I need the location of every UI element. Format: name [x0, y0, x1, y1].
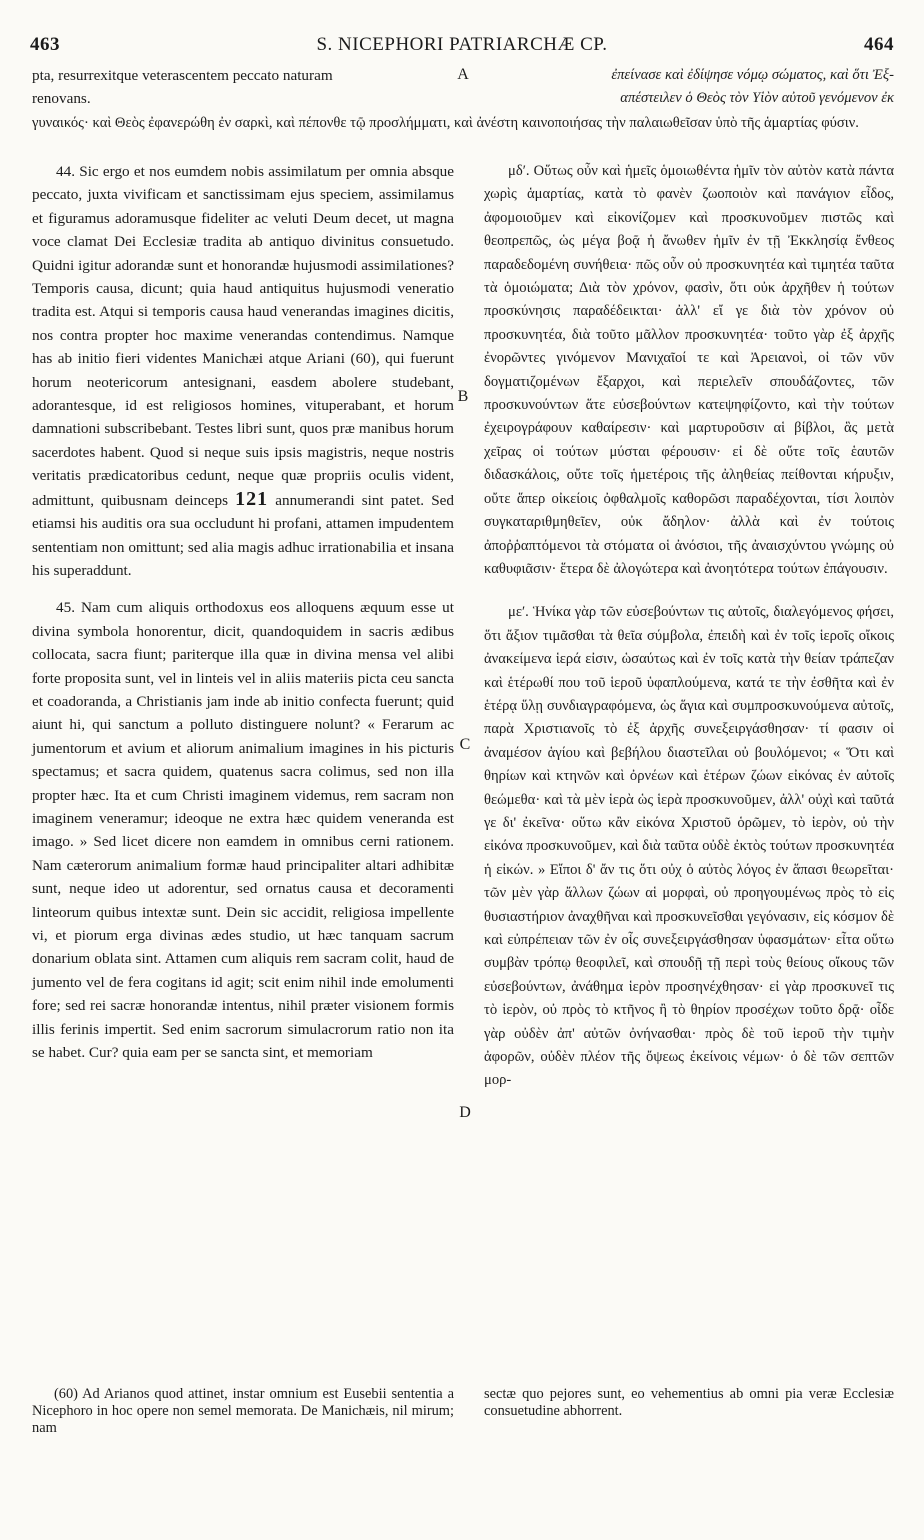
greek-full-width-line: γυναικός· καὶ Θεὸς ἐφανερώθη ἐν σαρκὶ, καὶ πέπονθε τῷ προσλήμματι, καὶ ἀνέστη καινοποιήσας τὴν παλαιωθεῖσαν ὑπὸ τῆς ἁμαρτίας φύσιν.	[32, 115, 859, 131]
page-number-right: 464	[864, 34, 894, 55]
latin-column	[32, 160, 454, 1064]
greek-top-1: ἐπείνασε καὶ ἐδίψησε νόμῳ σώματος, καὶ ὅτι Ἐξ-	[611, 67, 894, 83]
greek-top-2: απέστειλεν ὁ Θεὸς τὸν Υἱὸν αὐτοῦ γενόμενον ἐκ	[620, 90, 894, 106]
latin-44-text-cont: annumerandi sint patet. Sed etiamsi his auditis ora sua occludunt hi profani, attamen impudentem sententiam non omittunt; sed alia magis adhuc irrationabilia et insana his superaddunt.	[32, 491, 454, 579]
greek-paragraph-44: μδʹ. Οὕτως οὖν καὶ ἡμεῖς ὁμοιωθέντα ἡμῖν τὸν αὐτὸν κατὰ πάντα χωρὶς ἁμαρτίας, κατὰ τὸ φανὲν ζωοποιὸν καὶ πανάγιον εἶδος, ἀφομοιοῦμεν καὶ εἰκονίζομεν καὶ προσκυνοῦμεν πιστῶς καὶ θεοπρεπῶς, ὡς μέγα βοᾷ ἡ ἄνωθεν ἡμῖν ἐν τῇ Ἐκκλησίᾳ ἔνθεος παραδεδομένη συνήθεια· πῶς οὖν οὐ προσκυνητέα καὶ τιμητέα ταῦτα τὰ ὁμοιώματα; Διὰ τὸν χρόνον, φασὶν, ὅτι οὐκ ἀρχῆθεν ἡ τούτων προσκύνησις παραδέδεικται· ἀλλ' εἴ γε διὰ τὸν χρόνον οὐ προσκυνητέα, διὰ τοῦτο μᾶλλον προσκυνητέα· τοῦτο γὰρ ἐξ ἀρχῆς ἐνορῶντες γινόμενον Μανιχαῖοί τε καὶ Ἀρειανοὶ, οἱ τῶν νῦν δογματιζομένων ἔξαρχοι, καὶ περιελεῖν σπουδάζοντες, τῶν προσκυνούντων ἅτε εὐσεβούντων κατεψηφίζοντο, καὶ τὴν τούτων ἐχειρογράφουν καθαίρεσιν· καὶ μαρτυροῦσιν αἱ βίβλοι, ἃς μετὰ χεῖρας οἱ τούτων μύσται φέρουσιν· εἰ δὲ οὔτε τοῖς ἑαυτῶν διδασκάλοις, οὔτε τοῖς ἡμετέροις τῆς ἀληθείας πείθονται κήρυξιν, οὔτε ἅπερ οἰκείοις ὀφθαλμοῖς καθορῶσι παραδέχονται, τίσι λοιπὸν συγκαταριθμηθεῖεν, οὐκ ἄδηλον· ἀλλὰ καὶ ἐν τούτοις ἀποῤῥαπτόμενοι τὰ στόματα οἱ ἀνόσιοι, τῆς ἀναισχύντου γνώμης οὐ καθυφιᾶσιν· ἕτερα δὲ ἀλογώτερα καὶ ἀνοητότερα τούτων ἐπάγουσιν.	[484, 163, 894, 577]
running-title: S. NICEPHORI PATRIARCHÆ CP.	[316, 34, 608, 55]
latin-paragraph-44	[32, 160, 454, 582]
greek-column	[484, 160, 894, 1093]
footnote-right: sectæ quo pejores sunt, eo vehementius ab omni pia veræ Ecclesiæ consuetudine abhorrent.	[484, 1386, 894, 1419]
margin-marker-d: D	[459, 1104, 471, 1121]
latin-44-text: 44. Sic ergo et nos eumdem nobis assimilatum per omnia absque peccato, juxta vivificam et sanctissimam ejus speciem, assimilamus et figuramus adoramusque fideliter ac veluti Deum decet, ut magna voce clamat Dei Ecclesiæ tradita ab antiquo divinitus consuetudo. Quidni igitur adorandæ sunt et honorandæ hujusmodi assimilationes? Temporis causa, dicunt; quia haud antiquitus hujusmodi veneratio tradita est. Atqui si temporis causa haud venerandas imagines dicitis, nos contra propter hoc maxime venerandas contendimus. Namque has ab initio fieri videntes Manichæi atque Ariani (60), qui fuerunt horum neotericorum antesignani, easdem abolere studebant, adorantesque, id est religiosos homines, vituperabant, et horum damnationi subscribebant. Testes libri sunt, quos præ manibus horum sacerdotes habent. Quod si neque suis ipsis magistris, neque nostris veritatis prædicatoribus cedunt, neque quæ propriis oculis vident, admittunt, quibusnam deinceps	[32, 163, 454, 509]
running-header	[30, 34, 894, 60]
page-number-left: 463	[30, 34, 60, 55]
margin-marker-b: B	[457, 388, 469, 405]
top-line-2	[32, 87, 894, 111]
latin-paragraph-45: 45. Nam cum aliquis orthodoxus eos alloquens æquum esse ut divina symbola honorentur, dicit, quandoquidem in sacris ædibus collocata, sacra fiunt; pariterque illa quæ in divina mensa vel alibi forte proposita sunt, vel in linteis vel in aliis materiis picta ceu sancta et coadoranda, a Christianis jam inde ab initio confecta fuerunt; quid aiunt hi, qui sanctum a polluto distinguere nolunt? « Ferarum ac jumentorum et avium et aliorum animalium imagines in his picturis spectamus; et sacra quidem, quatenus sacra colimus, sed non illa propter hæc. Ita et cum Christi imaginem videmus, rem sacram non imaginem veneramur; ideoque ne extra hæc quidem veneranda est imago. » Sed licet dicere non eamdem in omnibus cerni rationem. Nam cæterorum animalium formæ haud principaliter altari adhibitæ sunt, neque ideo ut adorentur, sed ornatus causa et decoramenti linteorum quibus intextæ sunt. Dein sic accidit, religiosa impellente vi, et piorum erga divinas ædes studio, ut hæc tanquam sacrum donarium oblata sint. Attamen cum aliquis rem sacram colit, haud de jumento vel de fera cogitans id agit; scit enim nihil inde emolumenti fore; sed rei sacræ honorandæ intentus, nihil præter visionem formis illis ferinis impertit. Sed enim sacrorum simulacrorum ratio non ita se habet. Cur? quia eam per se sancta sint, et memoriam	[32, 599, 454, 1062]
margin-marker-a: A	[457, 66, 469, 83]
latin-top-1: pta, resurrexitque veterascentem peccato naturam	[32, 67, 333, 84]
greek-paragraph-45: μεʹ. Ἡνίκα γὰρ τῶν εὐσεβούντων τις αὐτοῖς, διαλεγόμενος φήσει, ὅτι ἄξιον τιμᾶσθαι τὰ θεῖα σύμβολα, ἐπειδὴ καὶ ἐν τοῖς ἱεροῖς οἴκοις ἀνακείμενα ἱερά εἰσιν, ὡσαύτως καὶ ἐν τοῖς κατὰ τὴν θείαν τράπεζαν καὶ ἑτέρωθί που τοῦ ἱεροῦ ὑφαπλούμενα, κατά τε τὴν ἐσθῆτα καὶ ἐν ἑτέρᾳ ὕλῃ συνδιαγραφόμενα, ὡς ἅγια καὶ συμπροσκυνούμενα αὐτοῖς, παρὰ Χριστιανοῖς τὸ ἐξ ἀρχῆς συνεξειργάσθησαν· τί φασιν οἱ ἀναμέσον ἁγίου καὶ βεβήλου διαστεῖλαι οὐ βουλόμενοι; « Ὅτι καὶ θηρίων καὶ κτηνῶν καὶ ὀρνέων καὶ ἑτέρων ζώων εἰκόνας ἐν αὐτοῖς θεώμεθα· καὶ τὰ μὲν ἱερὰ ὡς ἱερὰ προσκυνοῦμεν, ἀλλ' οὐχὶ καὶ ταῦτά γε δι' ἐκεῖνα· οὕτω κἂν εἰκόνα Χριστοῦ ὁρῶμεν, τὸ ἱερὸν, οὐ τὴν εἰκόνα προσκυνοῦμεν, καὶ διὰ ταῦτα οὐδὲ ἐκτὸς τούτων προσκυνητέα ἡ εἰκών. » Εἴποι δ' ἄν τις ὅτι οὐχ ὁ αὐτὸς λόγος ἐν ἅπασι θεωρεῖται· τῶν μὲν γὰρ ἄλλων ζώων αἱ μορφαὶ, οὐ προηγουμένως πρὸς τὸ εἰς θυσιαστήριον ἀναχθῆναι καὶ προσκυνεῖσθαι γεγόνασιν, εἰς κόσμον δὲ καὶ εὐπρέπειαν τῶν ἐν οἷς συνεξειργάσθησαν ὑφασμάτων· εἶτα οὕτω συμβὰν τρόπῳ θεοφιλεῖ, καὶ σπουδῇ τῇ περὶ τοὺς θείους οἴκους τῶν εὐσεβούντων, ἀνάθημα ἱερὸν προσηνέχθησαν· εἰ γὰρ προσκυνεῖ τις τὸ ἱερὸν, οὐ πρὸς τὸ κτῆνος ἢ τὸ θηρίον προσέχων τοῦτο δρᾷ· οἶδε γὰρ οὐδὲν ἀπ' αὐτῶν ὀνήνασθαι· πρὸς δὲ τοῦ ἱεροῦ τὴν τιμὴν ἀφορῶν, οὐδὲν πλέον τῆς ὄψεως ἐκείνοις νέμων· ὁ δὲ τῶν σεπτῶν μορ-	[484, 604, 894, 1089]
edition-page-number: 121	[235, 487, 269, 510]
footnote-left: (60) Ad Arianos quod attinet, instar omnium est Eusebii sententia a Nicephoro in hoc opere non semel memorata. De Manichæis, nil mirum; nam	[32, 1386, 454, 1436]
latin-top-2: renovans.	[32, 90, 91, 107]
margin-marker-c: C	[459, 736, 471, 753]
